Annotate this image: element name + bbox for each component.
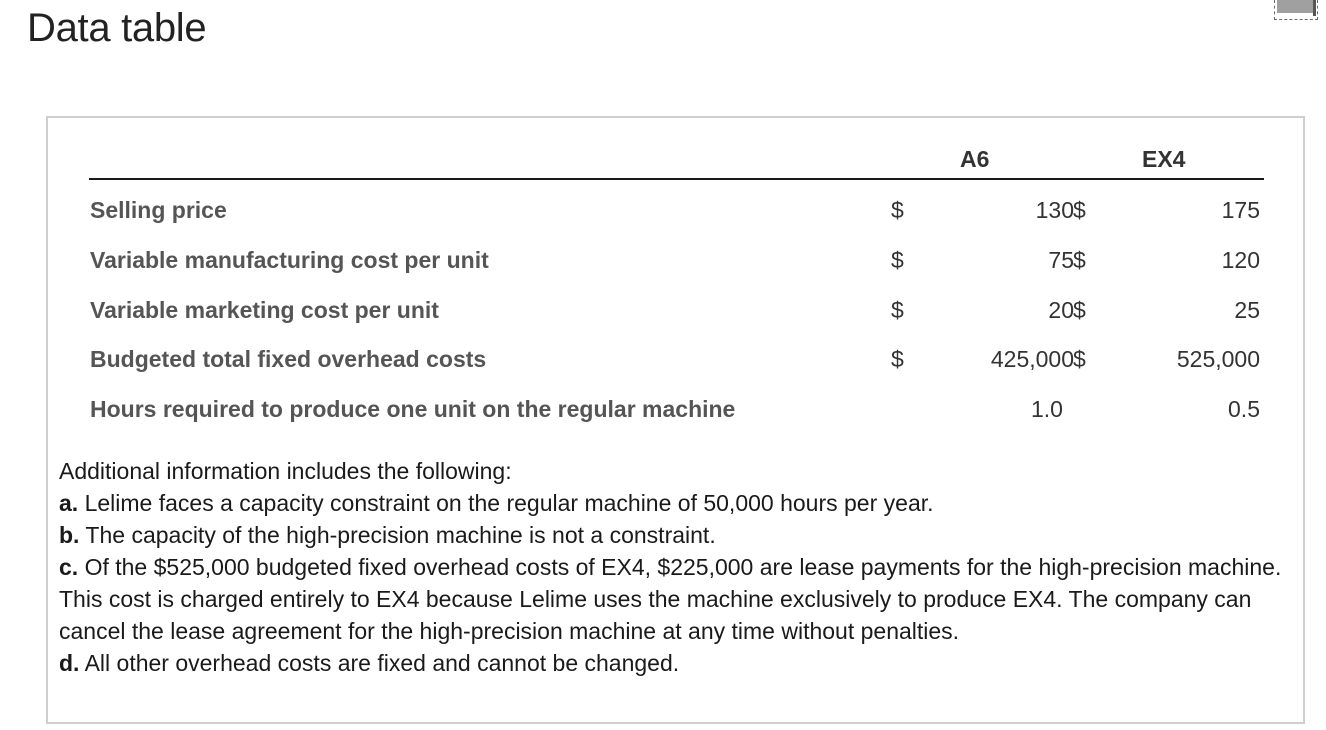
- table-row: [0, 247, 1326, 277]
- ex4-value: 0.5: [1228, 396, 1260, 422]
- a6-value: 130: [1035, 197, 1074, 223]
- a6-value: 75: [1048, 247, 1074, 273]
- a6-value: 1.0: [1031, 396, 1063, 422]
- currency-symbol: $: [891, 297, 904, 323]
- row-label: Hours required to produce one unit on the regular machine: [90, 396, 736, 422]
- window-control-bar: [1277, 0, 1315, 13]
- note-item: [59, 519, 1289, 551]
- currency-symbol: $: [891, 346, 904, 372]
- row-label: Variable marketing cost per unit: [90, 297, 439, 323]
- note-item: [59, 647, 1289, 679]
- note-text: All other overhead costs are fixed and cannot be changed.: [79, 650, 680, 676]
- ex4-value: 525,000: [1176, 346, 1260, 372]
- window-control-edge: [1313, 0, 1316, 16]
- note-item: [59, 487, 1289, 519]
- table-row: [0, 346, 1326, 376]
- currency-symbol: $: [1073, 247, 1086, 273]
- row-label: Selling price: [90, 197, 227, 223]
- a6-value: 425,000: [990, 346, 1074, 372]
- window-control-icon[interactable]: [1274, 0, 1318, 20]
- table-row: [0, 197, 1326, 227]
- note-marker: c.: [59, 554, 79, 580]
- note-marker: d.: [59, 650, 80, 676]
- ex4-value: 25: [1234, 297, 1260, 323]
- note-text: Of the $525,000 budgeted fixed overhead costs of EX4, $225,000 are lease payments for the high-precision machine. This cost is charged entirely to EX4 because Lelime uses the machine exclusively to produce EX4. The company can cancel the lease agreement for the high-precision machine at any time without penalties.: [59, 554, 1282, 644]
- note-text: The capacity of the high-precision machine is not a constraint.: [79, 522, 716, 548]
- column-header-ex4: EX4: [1142, 146, 1186, 172]
- header-rule: [89, 178, 1264, 180]
- ex4-value: 175: [1221, 197, 1260, 223]
- note-item: [59, 551, 1289, 647]
- currency-symbol: $: [891, 197, 904, 223]
- page-title: Data table: [27, 6, 207, 50]
- currency-symbol: $: [1073, 297, 1086, 323]
- note-marker: a.: [59, 490, 79, 516]
- notes-intro: Additional information includes the following:: [59, 458, 512, 484]
- row-label: Budgeted total fixed overhead costs: [90, 346, 487, 372]
- currency-symbol: $: [1073, 346, 1086, 372]
- note-marker: b.: [59, 522, 80, 548]
- a6-value: 20: [1048, 297, 1074, 323]
- table-row: [0, 396, 1326, 426]
- column-header-a6: A6: [960, 146, 990, 172]
- additional-info: [59, 455, 1289, 679]
- note-text: Lelime faces a capacity constraint on the regular machine of 50,000 hours per year.: [78, 490, 934, 516]
- currency-symbol: $: [1073, 197, 1086, 223]
- currency-symbol: $: [891, 247, 904, 273]
- row-label: Variable manufacturing cost per unit: [90, 247, 489, 273]
- ex4-value: 120: [1221, 247, 1260, 273]
- table-row: [0, 297, 1326, 327]
